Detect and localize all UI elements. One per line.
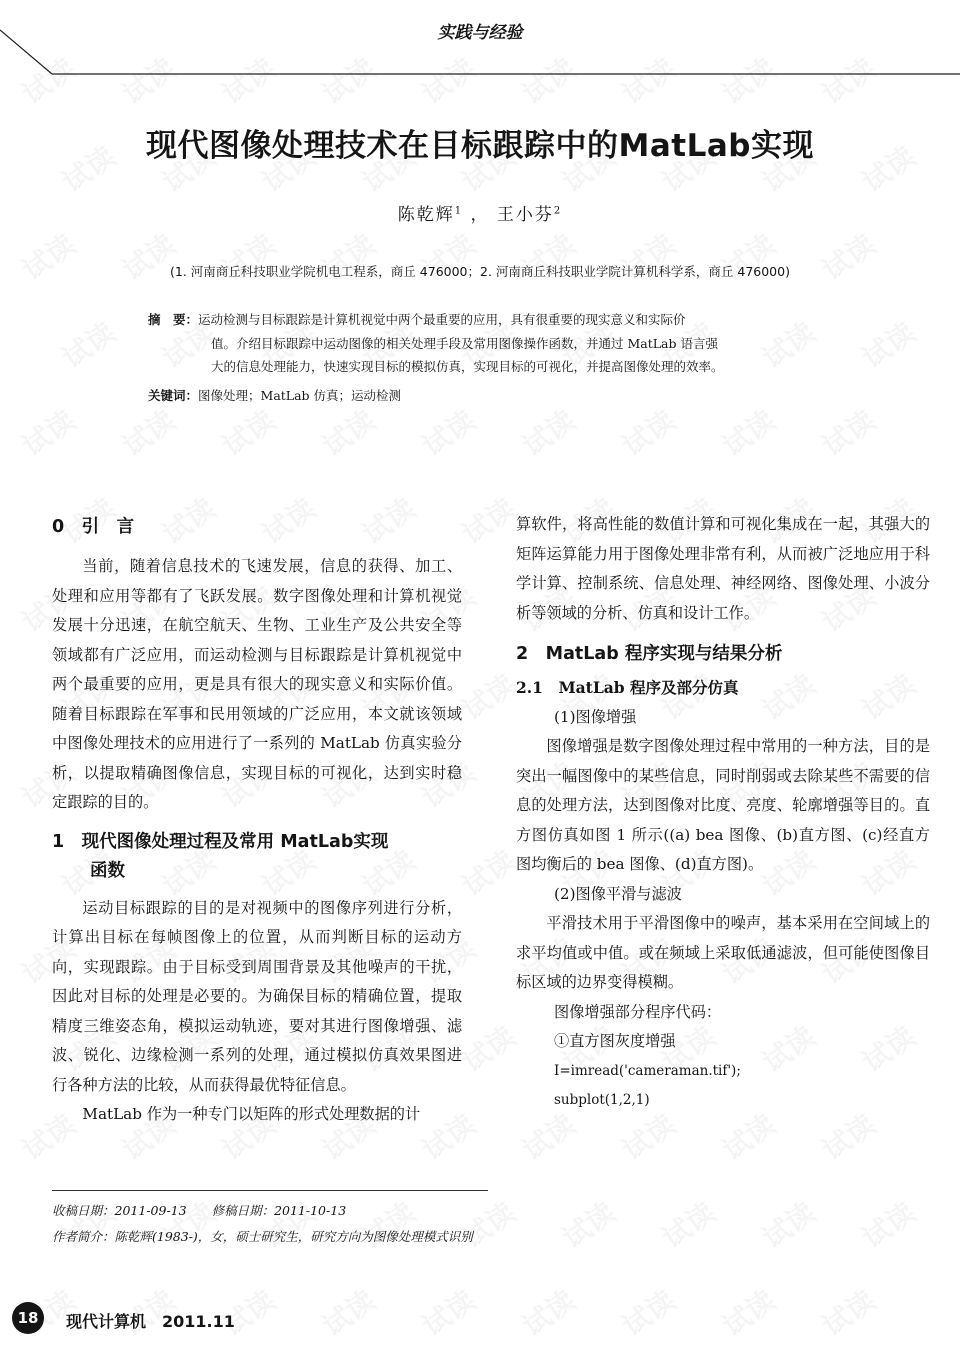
section-label: 实践与经验 (437, 23, 523, 43)
item-1-title: (1)图像增强 (554, 707, 637, 726)
watermark-text (214, 400, 283, 465)
watermark-text (454, 488, 523, 553)
footnote-rule (52, 1190, 488, 1191)
watermark-text (54, 312, 123, 377)
watermark-text (654, 1192, 723, 1257)
watermark-text (814, 1280, 883, 1345)
code-intro: 图像增强部分程序代码： (554, 1002, 722, 1021)
keywords-label: 关键词： (148, 388, 199, 403)
watermark-text (514, 1280, 583, 1345)
abstract-line-3: 大的信息处理能力，快速实现目标的模拟仿真，实现目标的可视化，并提高图像处理的效率。 (211, 359, 724, 374)
watermark-text (14, 400, 83, 465)
left-column (52, 513, 462, 1130)
section-1-heading-line-1: 1 现代图像处理过程及常用 MatLab实现 (52, 831, 389, 852)
section-0-heading: 0 引 言 (52, 517, 135, 537)
section-1-heading-line-2: 函数 (90, 860, 125, 881)
watermark-text (314, 400, 383, 465)
watermark-text (754, 1192, 823, 1257)
right-column (516, 510, 930, 1116)
footnotes (52, 1198, 652, 1250)
watermark-text (114, 400, 183, 465)
code-line-2: subplot(1,2,1) (554, 1092, 650, 1108)
watermark-text (454, 840, 523, 905)
code-item: ①直方图灰度增强 (554, 1032, 676, 1050)
watermark-text (314, 1280, 383, 1345)
abstract-line-1: 运动检测与目标跟踪是计算机视觉中两个最重要的应用，具有很重要的现实意义和实际价 (198, 312, 686, 327)
section-2-1-heading: 2.1 MatLab 程序及部分仿真 (516, 678, 739, 697)
authors (0, 200, 960, 225)
author-2-sup: 2 (553, 205, 563, 217)
watermark-text (454, 664, 523, 729)
item-2-title: (2)图像平滑与滤波 (554, 884, 682, 903)
author-separator: ， (470, 205, 490, 225)
watermark-text (614, 400, 683, 465)
author-2: 王小芬 (496, 205, 554, 225)
page-number-badge: 18 (12, 1302, 44, 1334)
section-2-heading: 2 MatLab 程序实现与结果分析 (516, 644, 783, 664)
watermark-text (614, 1280, 683, 1345)
abstract-label: 摘 要： (148, 312, 199, 327)
continued-paragraph: 算软件，将高性能的数值计算和可视化集成在一起，其强大的矩阵运算能力用于图像处理非常有利，从而被广泛地应用于科学计算、控制系统、信息处理、神经网络、图像处理、小波分析等领域的分析、仿真和设计工作。 (516, 515, 930, 622)
watermark-text (414, 1280, 483, 1345)
item-2-paragraph: 平滑技术用于平滑图像中的噪声，基本采用在空间域上的求平均值或中值。或在频域上采取低通滤波，但可能使图像目标区域的边界变得模糊。 (516, 914, 930, 991)
section-1-paragraph-2: MatLab 作为一种专门以矩阵的形式处理数据的计 (82, 1105, 421, 1123)
watermark-text (814, 400, 883, 465)
watermark-text (514, 400, 583, 465)
author-1: 陈乾辉 (397, 205, 455, 225)
author-1-sup: 1 (454, 205, 464, 217)
keywords (148, 386, 838, 406)
abstract-line-2: 值。介绍目标跟踪中运动图像的相关处理手段及常用图像操作函数，并通过 MatLab 语言强 (211, 335, 718, 351)
watermark-text (454, 1016, 523, 1081)
author-bio: 作者简介：陈乾辉(1983-)，女，硕士研究生，研究方向为图像处理模式识别 (52, 1229, 473, 1244)
paper-title: 现代图像处理技术在目标跟踪中的MatLab实现 (146, 128, 814, 164)
affiliations: (1. 河南商丘科技职业学院机电工程系，商丘 476000；2. 河南商丘科技职业学院计算机科学系，商丘 476000) (170, 264, 790, 279)
item-1-paragraph: 图像增强是数字图像处理过程中常用的一种方法，目的是突出一幅图像中的某些信息，同时削弱或去除某些不需要的信息的处理方法，达到图像对比度、亮度、轮廓增强等目的。直方图仿真如图 1 所示((a) bea 图像、(b)直方图、(c)经直方图均衡后的 bea 图像、(d)直方图)。 (516, 737, 930, 873)
code-line-1: I=imread('cameraman.tif'); (554, 1062, 741, 1079)
watermark-text (714, 1280, 783, 1345)
section-1-paragraph-1: 运动目标跟踪的目的是对视频中的图像序列进行分析，计算出目标在每帧图像上的位置，从而判断目标的运动方向，实现跟踪。由于目标受到周围背景及其他噪声的干扰，因此对目标的处理是必要的。为确保目标的精确位置，提取精度三维姿态角，模拟运动轨迹，要对其进行图像增强、滤波、锐化、边缘检测一系列的处理，通过模拟仿真效果图进行各种方法的比较，从而获得最优特征信息。 (52, 898, 462, 1094)
watermark-text (854, 1192, 923, 1257)
watermark-text (854, 312, 923, 377)
watermark-text (714, 400, 783, 465)
abstract (148, 308, 838, 379)
received-dates: 收稿日期：2011-09-13 修稿日期：2011-10-13 (52, 1203, 347, 1218)
keywords-text: 图像处理；MatLab 仿真；运动检测 (198, 388, 402, 403)
watermark-text (414, 400, 483, 465)
journal-info: 现代计算机 2011.11 (66, 1312, 235, 1331)
section-0-paragraph: 当前，随着信息技术的飞速发展，信息的获得、加工、处理和应用等都有了飞跃发展。数字图像处理和计算机视觉发展十分迅速，在航空航天、生物、工业生产及公共安全等领域都有广泛应用，而运动检测与目标跟踪是计算机视觉中两个最重要的应用，更是具有很大的现实意义和实际价值。随着目标跟踪在军事和民用领域的广泛应用，本文就该领域中图像处理技术的应用进行了一系列的 MatLab 仿真实验分析，以提取精确图像信息，实现目标的可视化，达到实时稳定跟踪的目的。 (52, 557, 462, 811)
